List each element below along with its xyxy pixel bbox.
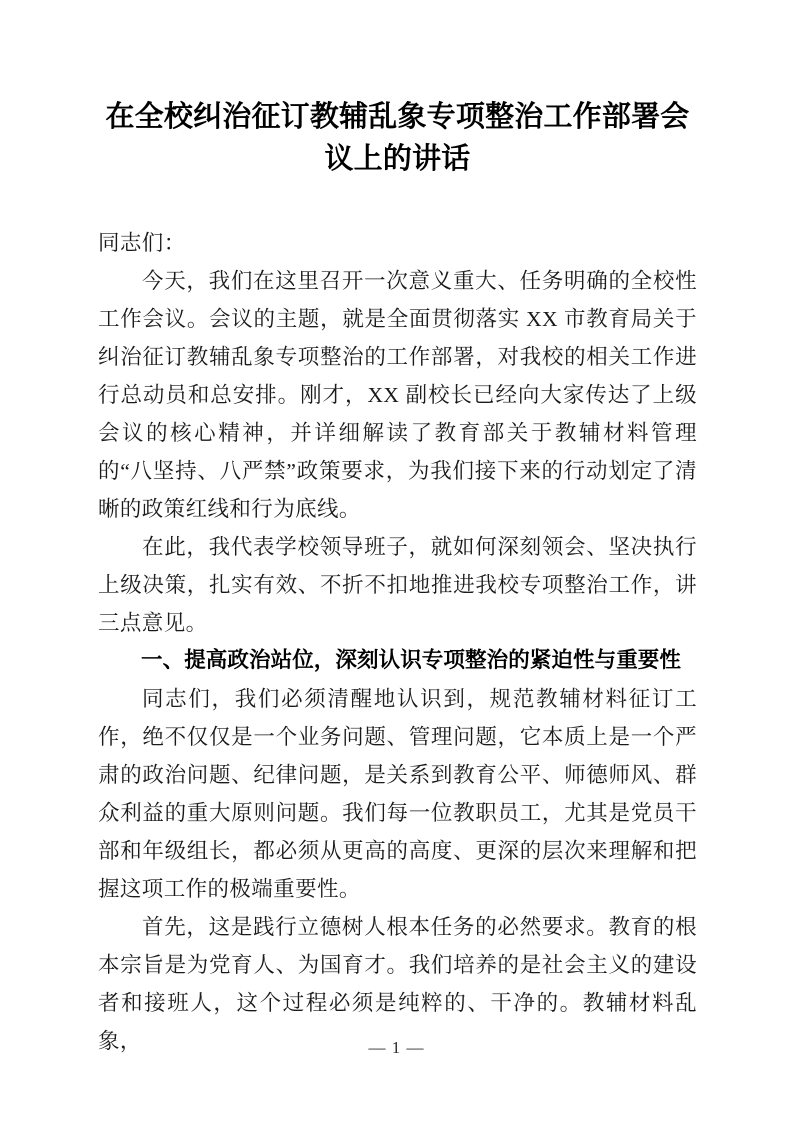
paragraph-political-stance: 同志们，我们必须清醒地认识到，规范教辅材料征订工作，绝不仅仅是一个业务问题、管理问题，它本质上是一个严肃的政治问题、纪律问题，是关系到教育公平、师德师风、群众利益的重大原则问题。我们每一位教职员工，尤其是党员干部和年级组长，都必须从更高的高度、更深的层次来理解和把握这项工作的极端重要性。: [98, 687, 697, 901]
paragraph-opening: 今天，我们在这里召开一次意义重大、任务明确的全校性工作会议。会议的主题，就是全面贯彻落实 XX 市教育局关于纠治征订教辅乱象专项整治的工作部署，对我校的相关工作进行总动员和总安排。刚才，XX 副校长已经向大家传达了上级会议的核心精神，并详细解读了教育部关于教辅材料管理的“八坚持、八严禁”政策要求，为我们接下来的行动划定了清晰的政策红线和行为底线。: [98, 269, 697, 521]
section-heading-one: 一、提高政治站位，深刻认识专项整治的紧迫性与重要性: [141, 648, 682, 673]
title-spacer: [98, 180, 697, 224]
page-title: 在全校纠治征订教辅乱象专项整治工作部署会议上的讲话: [105, 101, 690, 175]
paragraph-three-points: 在此，我代表学校领导班子，就如何深刻领会、坚决执行上级决策，扎实有效、不折不扣地推进我校专项整治工作，讲三点意见。: [98, 535, 697, 635]
salutation: 同志们：: [98, 231, 186, 255]
page-number-footer: — 1 —: [368, 1038, 425, 1057]
paragraph-moral-education: 首先，这是践行立德树人根本任务的必然要求。教育的根本宗旨是为党育人、为国育才。我们培养的是社会主义的建设者和接班人，这个过程必须是纯粹的、干净的。教辅材料乱象，: [98, 915, 697, 1053]
document-body: [98, 96, 697, 1060]
